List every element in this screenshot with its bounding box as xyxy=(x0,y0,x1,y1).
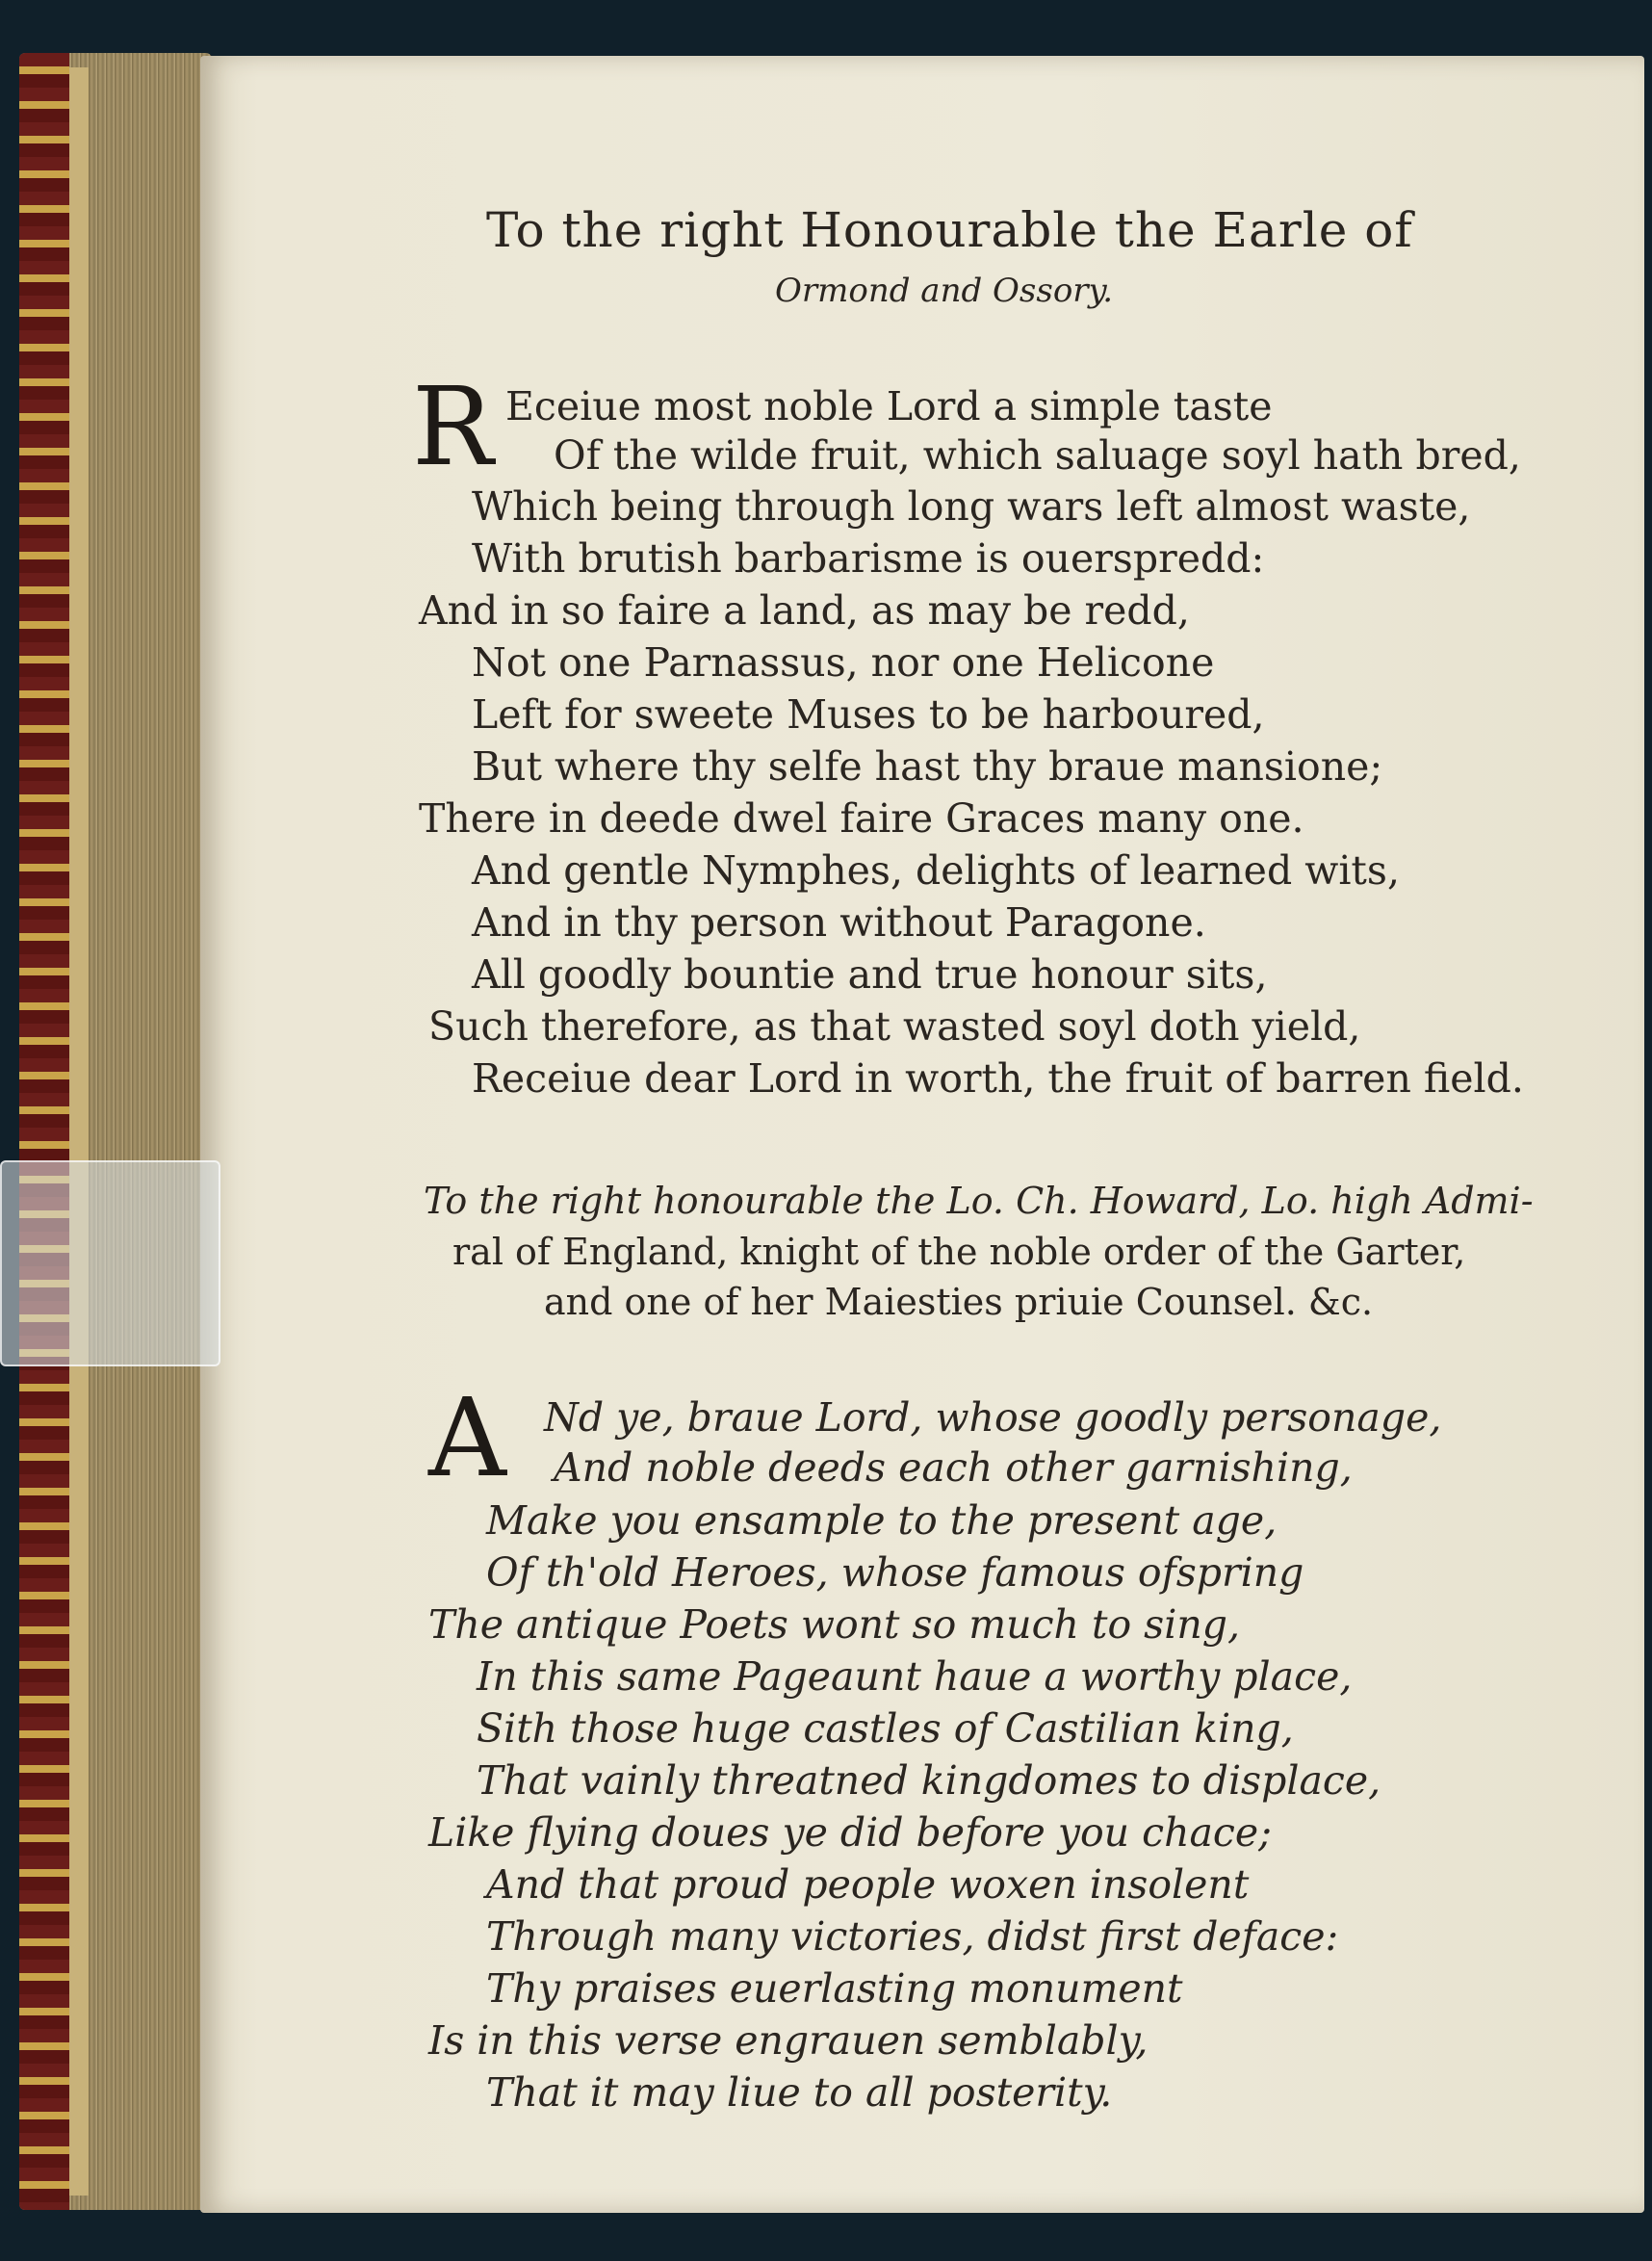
book-endpaper xyxy=(69,67,89,2196)
poem2-heading-line: ral of England, knight of the noble order of the Garter, xyxy=(452,1231,1466,1273)
poem1-line: Which being through long wars left almost waste, xyxy=(472,483,1471,530)
poem2-line: Sith those huge castles of Castilian king, xyxy=(477,1705,1294,1752)
poem1-line: And in so faire a land, as may be redd, xyxy=(419,587,1190,634)
poem1-line: Left for sweete Muses to be harboured, xyxy=(472,691,1265,738)
poem1-line: Receiue dear Lord in worth, the fruit of barren field. xyxy=(472,1055,1524,1102)
poem1-line: And gentle Nymphes, delights of learned wits, xyxy=(472,847,1400,894)
page-clip xyxy=(0,1160,220,1366)
poem2-heading-line: and one of her Maiesties priuie Counsel. &c. xyxy=(544,1281,1374,1323)
poem2-line: Is in this verse engrauen semblably, xyxy=(428,2017,1149,2064)
poem2-line: Make you ensample to the present age, xyxy=(486,1497,1278,1544)
poem1-line: All goodly bountie and true honour sits, xyxy=(472,951,1268,998)
poem2-line: Through many victories, didst first deface: xyxy=(486,1913,1339,1960)
poem2-line: The antique Poets wont so much to sing, xyxy=(428,1601,1241,1648)
poem1-dropcap: R xyxy=(412,365,494,490)
poem2-line: And noble deeds each other garnishing, xyxy=(554,1444,1353,1491)
poem1-line: Eceiue most noble Lord a simple taste xyxy=(505,383,1273,429)
poem2-line: Thy praises euerlasting monument xyxy=(486,1965,1183,2012)
poem1-line: But where thy selfe hast thy braue mansione; xyxy=(472,743,1383,790)
poem1-line: Not one Parnassus, nor one Helicone xyxy=(472,639,1215,686)
poem2-line: And that proud people woxen insolent xyxy=(486,1861,1250,1908)
poem2-line: That vainly threatned kingdomes to displace, xyxy=(477,1757,1381,1804)
poem2-line: Like flying doues ye did before you chace; xyxy=(428,1809,1272,1856)
poem1-subtitle: Ormond and Ossory. xyxy=(775,272,1114,310)
poem2-line: That it may liue to all posterity. xyxy=(486,2069,1113,2116)
poem2-line: Of th'old Heroes, whose famous ofspring xyxy=(486,1549,1304,1596)
poem1-line: There in deede dwel faire Graces many one. xyxy=(419,795,1304,842)
book-cover-board xyxy=(19,53,69,2210)
poem2-heading-line: To the right honourable the Lo. Ch. Howard, Lo. high Admi- xyxy=(424,1180,1534,1222)
poem1-line: Of the wilde fruit, which saluage soyl hath bred, xyxy=(554,432,1521,479)
poem2-dropcap: A xyxy=(428,1376,506,1501)
poem1-title: To the right Honourable the Earle of xyxy=(486,202,1413,258)
poem1-line: And in thy person without Paragone. xyxy=(472,899,1206,946)
poem2-line: In this same Pageaunt haue a worthy place, xyxy=(477,1653,1353,1700)
poem1-line: Such therefore, as that wasted soyl doth yield, xyxy=(428,1003,1361,1050)
poem1-line: With brutish barbarisme is ouerspredd: xyxy=(472,535,1265,582)
poem2-line: Nd ye, braue Lord, whose goodly personage, xyxy=(544,1394,1442,1441)
